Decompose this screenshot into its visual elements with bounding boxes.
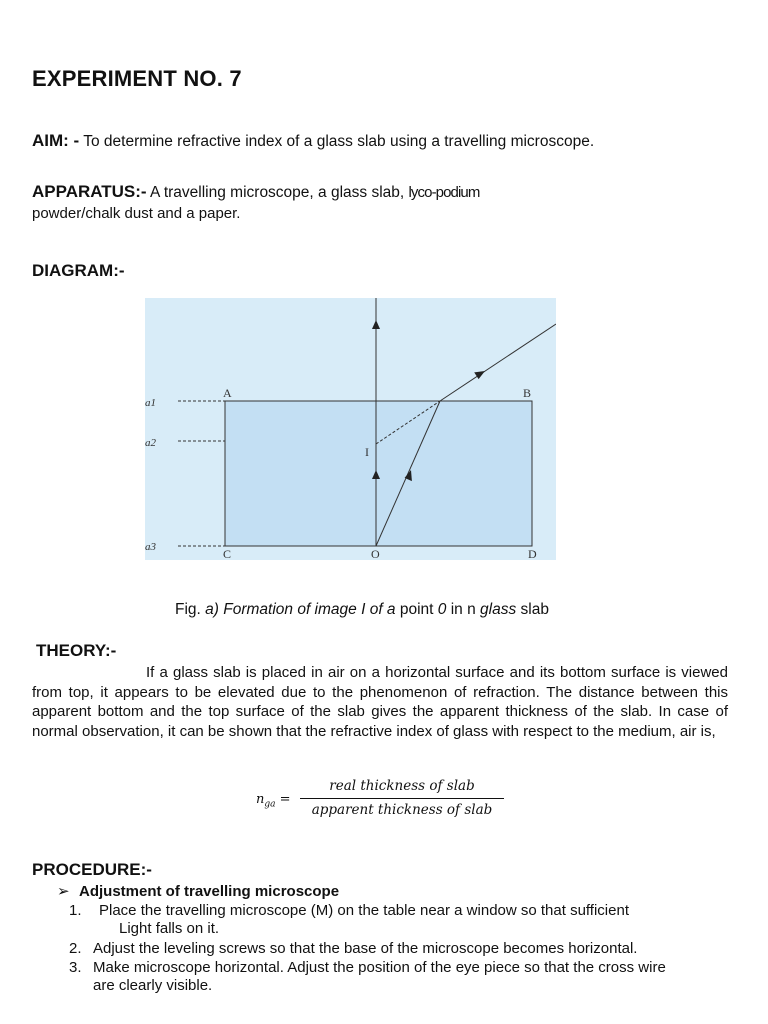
procedure-heading: PROCEDURE:- <box>32 860 152 879</box>
apparatus-line-2: powder/chalk dust and a paper. <box>32 205 241 222</box>
item-3-line1: Make microscope horizontal. Adjust the position of the eye piece so that the cross wire <box>93 959 666 976</box>
formula-numerator: real thickness of slab <box>329 778 475 794</box>
label-a2: a2 <box>145 437 156 449</box>
label-B: B <box>523 386 532 400</box>
procedure-item-2 <box>69 940 749 958</box>
caption-part5: glass <box>480 601 517 618</box>
label-a1: a1 <box>145 397 156 409</box>
aim-label: AIM: - <box>32 131 80 150</box>
apparatus-line <box>32 182 479 202</box>
formula-lhs <box>256 792 291 810</box>
caption-fig: Fig. <box>175 601 206 618</box>
item-3-line2: are clearly visible. <box>93 977 213 994</box>
glass-slab <box>225 401 532 546</box>
theory-text: If a glass slab is placed in air on a horizontal surface and its bottom surface is viewed from top, it appears to be elevated due to the phenomenon of refraction. The distance between this apparent bottom and the top surface of the slab gives the apparent thickness of the slab. In case of normal observation, it can be shown that the refractive index of glass with respect to the medium, air is, <box>32 664 728 740</box>
refraction-diagram <box>145 298 556 560</box>
aim-text: To determine refractive index of a glass slab using a travelling microscope. <box>79 133 595 150</box>
item-2-line1: Adjust the leveling screws so that the base of the microscope becomes horizontal. <box>93 940 638 957</box>
formula-equals: = <box>275 792 291 807</box>
apparatus-text: A travelling microscope, a glass slab, <box>146 184 409 201</box>
item-1-number: 1. <box>69 902 82 919</box>
formula-lhs-subscript: ga <box>264 799 276 810</box>
caption-part1: a) Formation of image I of a <box>205 601 396 618</box>
item-2-number: 2. <box>69 940 82 957</box>
diagram-heading: DIAGRAM:- <box>32 261 125 280</box>
formula-denominator: apparent thickness of slab <box>311 802 493 818</box>
label-A: A <box>223 386 232 400</box>
label-a3: a3 <box>145 541 156 553</box>
label-O: O <box>371 547 380 560</box>
formula-lhs-n: n <box>256 792 265 807</box>
formula-fraction <box>300 778 504 818</box>
label-D: D <box>528 547 537 560</box>
arrow-bullet-icon: ➢ <box>57 883 70 900</box>
caption-part4: in n <box>446 601 481 618</box>
label-I: I <box>365 445 369 459</box>
caption-part2: point <box>395 601 438 618</box>
figure-caption <box>175 601 549 619</box>
item-3-number: 3. <box>69 959 82 976</box>
caption-part6: slab <box>516 601 549 618</box>
procedure-item-3 <box>69 959 749 995</box>
procedure-subheading-text: Adjustment of travelling microscope <box>79 883 340 900</box>
experiment-title: EXPERIMENT NO. 7 <box>32 66 242 91</box>
aim-line <box>32 131 594 151</box>
theory-heading: THEORY:- <box>36 641 117 660</box>
apparatus-text-condensed: lyco-podium <box>408 184 480 201</box>
procedure-subheading <box>57 882 339 900</box>
procedure-item-1 <box>69 902 749 938</box>
item-1-line1: Place the travelling microscope (M) on the table near a window so that sufficient <box>99 902 629 919</box>
apparatus-label: APPARATUS:- <box>32 182 147 201</box>
caption-part3: 0 <box>437 601 447 618</box>
item-1-line2: Light falls on it. <box>119 920 220 937</box>
theory-paragraph <box>32 663 728 741</box>
label-C: C <box>223 547 232 560</box>
